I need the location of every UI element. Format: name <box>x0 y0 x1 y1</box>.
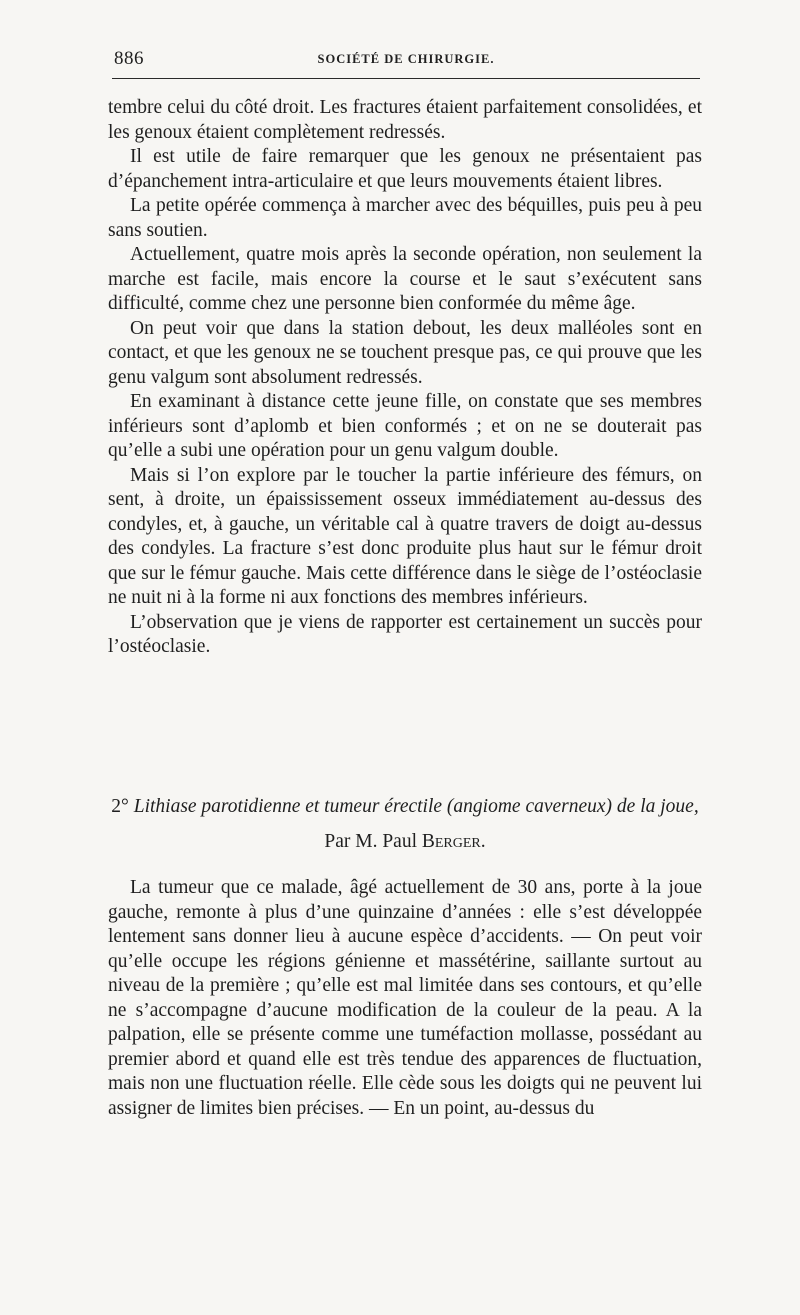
paragraph: L’observation que je viens de rapporter est certainement un succès pour l’ostéoclasie. <box>108 611 702 657</box>
section-number: 2° <box>111 796 129 817</box>
running-head-title: SOCIÉTÉ DE CHIRURGIE. <box>317 52 495 66</box>
header-rule <box>112 78 700 79</box>
paragraph: Mais si l’on explore par le toucher la partie inférieure des fémurs, on sent, à droite, un épaississement osseux immédiatement au-dessus des condyles, et, à gauche, un véritable cal à quatre travers de doigt au-dessus des condyles. La fracture s’est donc produite plus haut sur le fémur droit que sur le fémur gauche. Mais cette différence dans le siège de l’ostéoclasie ne nuit ni à la forme ni aux fonctions des membres inférieurs. <box>108 464 702 608</box>
author-name: Berger. <box>421 830 486 852</box>
section-author <box>108 830 702 855</box>
running-head <box>110 48 702 72</box>
section-body <box>108 876 702 1121</box>
paragraph: Actuellement, quatre mois après la seconde opération, non seulement la marche est facile, mais encore la course et le saut s’exécutent sans difficulté, comme chez une personne bien conformée du même âge. <box>108 244 702 314</box>
page-number: 886 <box>114 48 144 69</box>
paragraph: tembre celui du côté droit. Les fractures étaient parfaitement consolidées, et les genoux étaient complètement redressés. <box>108 97 702 143</box>
body-text <box>108 96 702 660</box>
author-prefix: Par M. Paul <box>324 830 422 852</box>
section-title-text: Lithiase parotidienne et tumeur érectile (angiome caverneux) de la joue, <box>133 796 699 817</box>
paragraph: La petite opérée commença à marcher avec des béquilles, puis peu à peu sans soutien. <box>108 195 702 241</box>
paragraph: La tumeur que ce malade, âgé actuellement de 30 ans, porte à la joue gauche, remonte à plus d’une quinzaine d’années : elle s’est développée lentement sans donner lieu à aucune espèce d’accidents. — On peut voir qu’elle occupe les régions génienne et massétérine, saillante surtout au niveau de la première ; qu’elle est mal limitée dans ses contours, et qu’elle ne s’accompagne d’aucune modification de la couleur de la peau. A la palpation, elle se présente comme une tuméfaction mollasse, possédant au premier abord et quand elle est très tendue des apparences de fluctuation, mais non une fluctuation réelle. Elle cède sous les doigts qui ne peuvent lui assigner de limites bien précises. — En un point, au-dessus du <box>108 877 702 1119</box>
section-2 <box>108 795 702 1121</box>
paragraph: Il est utile de faire remarquer que les genoux ne présentaient pas d’épanchement intra-articulaire et que leurs mouvements étaient libres. <box>108 146 702 192</box>
section-title <box>108 795 702 820</box>
paragraph: En examinant à distance cette jeune fille, on constate que ses membres inférieurs sont d’aplomb et bien conformés ; et on ne se douterait pas qu’elle a subi une opération pour un genu valgum double. <box>108 391 702 461</box>
paragraph: On peut voir que dans la station debout, les deux malléoles sont en contact, et que les genoux ne se touchent presque pas, ce qui prouve que les genu valgum sont absolument redressés. <box>108 317 702 388</box>
